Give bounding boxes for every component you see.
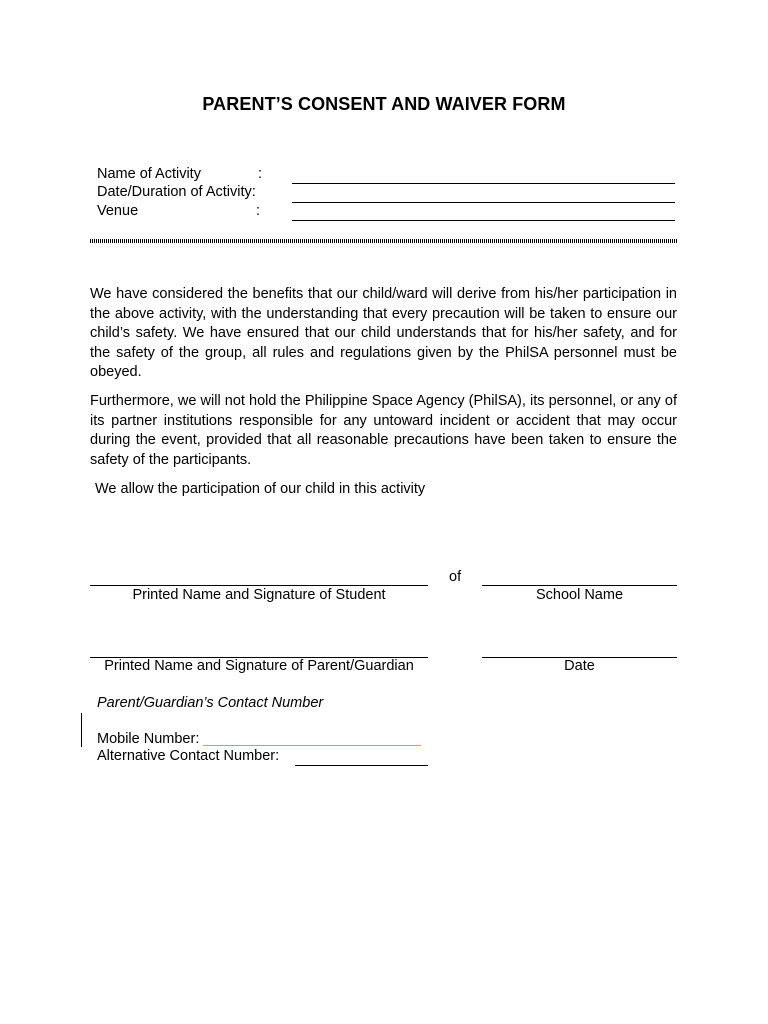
form-title: PARENT’S CONSENT AND WAIVER FORM bbox=[202, 94, 566, 114]
waiver-paragraph: Furthermore, we will not hold the Philippine Space Agency (PhilSA), its personnel, or any of its partner institutions responsible for any untoward incident or accident that may occur during the event, provided that all reasonable precautions have been taken to ensure the safety of the participants. bbox=[90, 393, 677, 468]
activity-name-label: Name of Activity bbox=[97, 166, 201, 182]
alt-contact-field-line[interactable] bbox=[295, 765, 428, 766]
contact-heading: Parent/Guardian’s Contact Number bbox=[97, 695, 324, 711]
activity-name-field-line[interactable] bbox=[292, 183, 675, 184]
section-divider bbox=[90, 239, 678, 243]
text-cursor bbox=[81, 713, 82, 747]
mobile-number-field-line[interactable] bbox=[203, 745, 421, 746]
school-name-caption: School Name bbox=[535, 587, 624, 603]
school-name-line[interactable] bbox=[482, 585, 677, 586]
alt-contact-label: Alternative Contact Number: bbox=[97, 748, 280, 764]
student-signature-caption: Printed Name and Signature of Student bbox=[132, 587, 386, 603]
venue-label: Venue bbox=[97, 203, 139, 219]
activity-date-label: Date/Duration of Activity: bbox=[97, 184, 256, 200]
venue-field-line[interactable] bbox=[292, 220, 675, 221]
consent-paragraph: We have considered the benefits that our child/ward will derive from his/her participation in the above activity, with the understanding that every precaution will be taken to ensure our child’s safety. We have ensured that our child understands that for his/her safety, and for the safety of the group, all rules and regulations given by the PhilSA personnel must be obeyed. bbox=[90, 286, 677, 380]
mobile-number-label: Mobile Number: bbox=[97, 731, 200, 747]
activity-date-field-line[interactable] bbox=[292, 202, 675, 203]
allow-statement: We allow the participation of our child in this activity bbox=[95, 481, 426, 497]
of-text: of bbox=[449, 569, 462, 585]
venue-colon: : bbox=[256, 203, 261, 219]
activity-name-colon: : bbox=[258, 166, 263, 182]
date-caption: Date bbox=[564, 658, 595, 674]
parent-signature-caption: Printed Name and Signature of Parent/Guardian bbox=[104, 658, 414, 674]
student-signature-line[interactable] bbox=[90, 585, 428, 586]
